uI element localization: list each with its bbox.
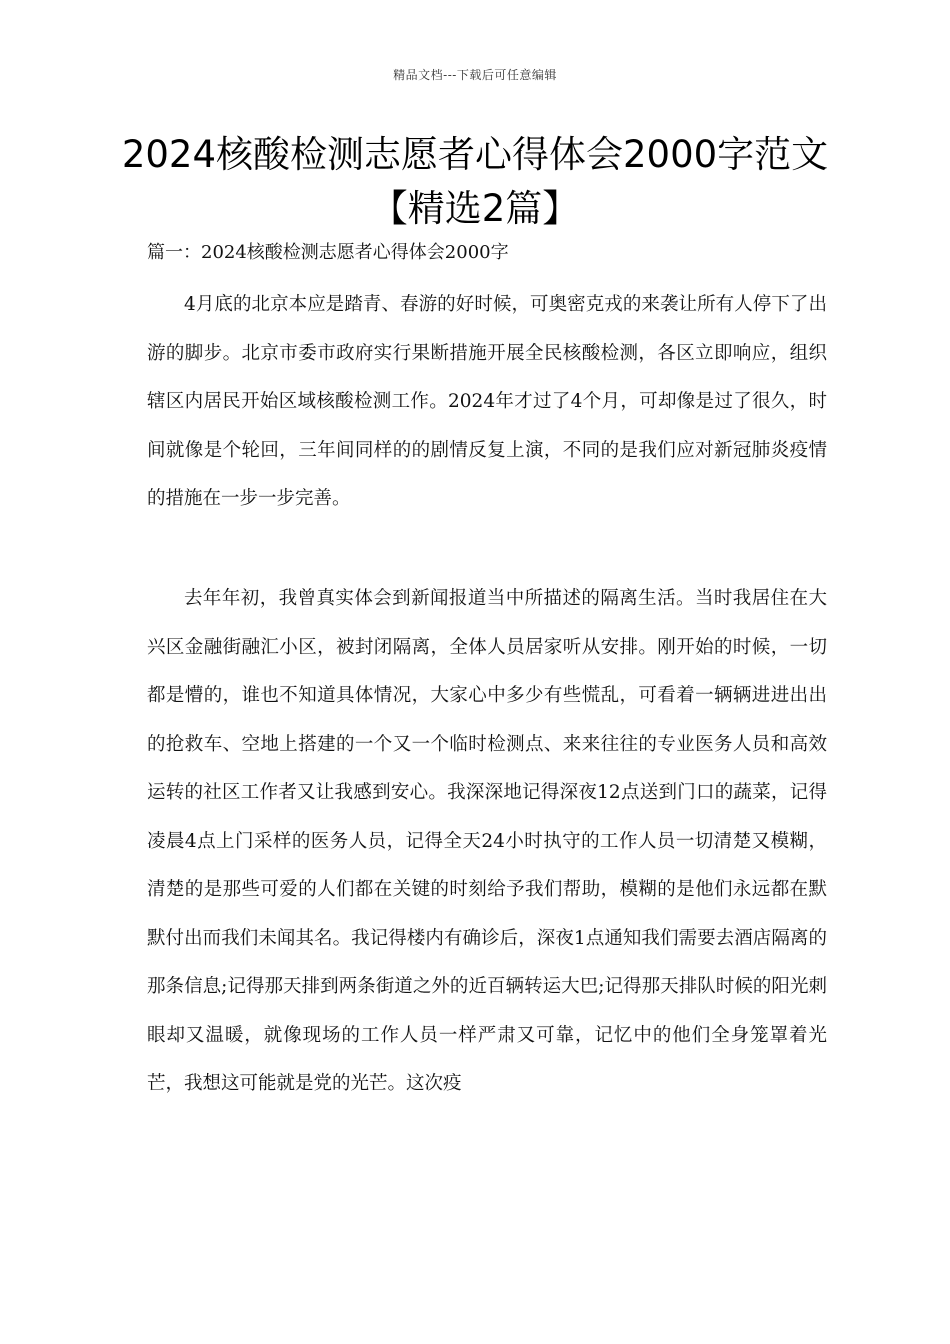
page-header-note: 精品文档---下载后可任意编辑	[393, 68, 557, 82]
document-title: 2024核酸检测志愿者心得体会2000字范文【精选2篇】	[121, 133, 829, 230]
body-paragraph-2: 去年年初，我曾真实体会到新闻报道当中所描述的隔离生活。当时我居住在大兴区金融街融汇小区，被封闭隔离，全体人员居家听从安排。刚开始的时候，一切都是懵的，谁也不知道具体情况，大家心中多少有些慌乱，可看着一辆辆进进出出的抢救车、空地上搭建的一个又一个临时检测点、来来往往的专业医务人员和高效运转的社区工作者又让我感到安心。我深深地记得深夜12点送到门口的蔬菜，记得凌晨4点上门采样的医务人员，记得全天24小时执守的工作人员一切清楚又模糊，清楚的是那些可爱的人们都在关键的时刻给予我们帮助，模糊的是他们永远都在默默付出而我们未闻其名。我记得楼内有确诊后，深夜1点通知我们需要去酒店隔离的那条信息;记得那天排到两条街道之外的近百辆转运大巴;记得那天排队时候的阳光刺眼却又温暖，就像现场的工作人员一样严肃又可靠，记忆中的他们全身笼罩着光芒，我想这可能就是党的光芒。这次疫	[147, 588, 827, 1094]
section-heading: 篇一：2024核酸检测志愿者心得体会2000字	[147, 242, 509, 263]
body-paragraph-1: 4月底的北京本应是踏青、春游的好时候，可奥密克戎的来袭让所有人停下了出游的脚步。北京市委市政府实行果断措施开展全民核酸检测，各区立即响应，组织辖区内居民开始区域核酸检测工作。2024年才过了4个月，可却像是过了很久，时间就像是个轮回，三年间同样的的剧情反复上演，不同的是我们应对新冠肺炎疫情的措施在一步一步完善。	[147, 294, 827, 509]
